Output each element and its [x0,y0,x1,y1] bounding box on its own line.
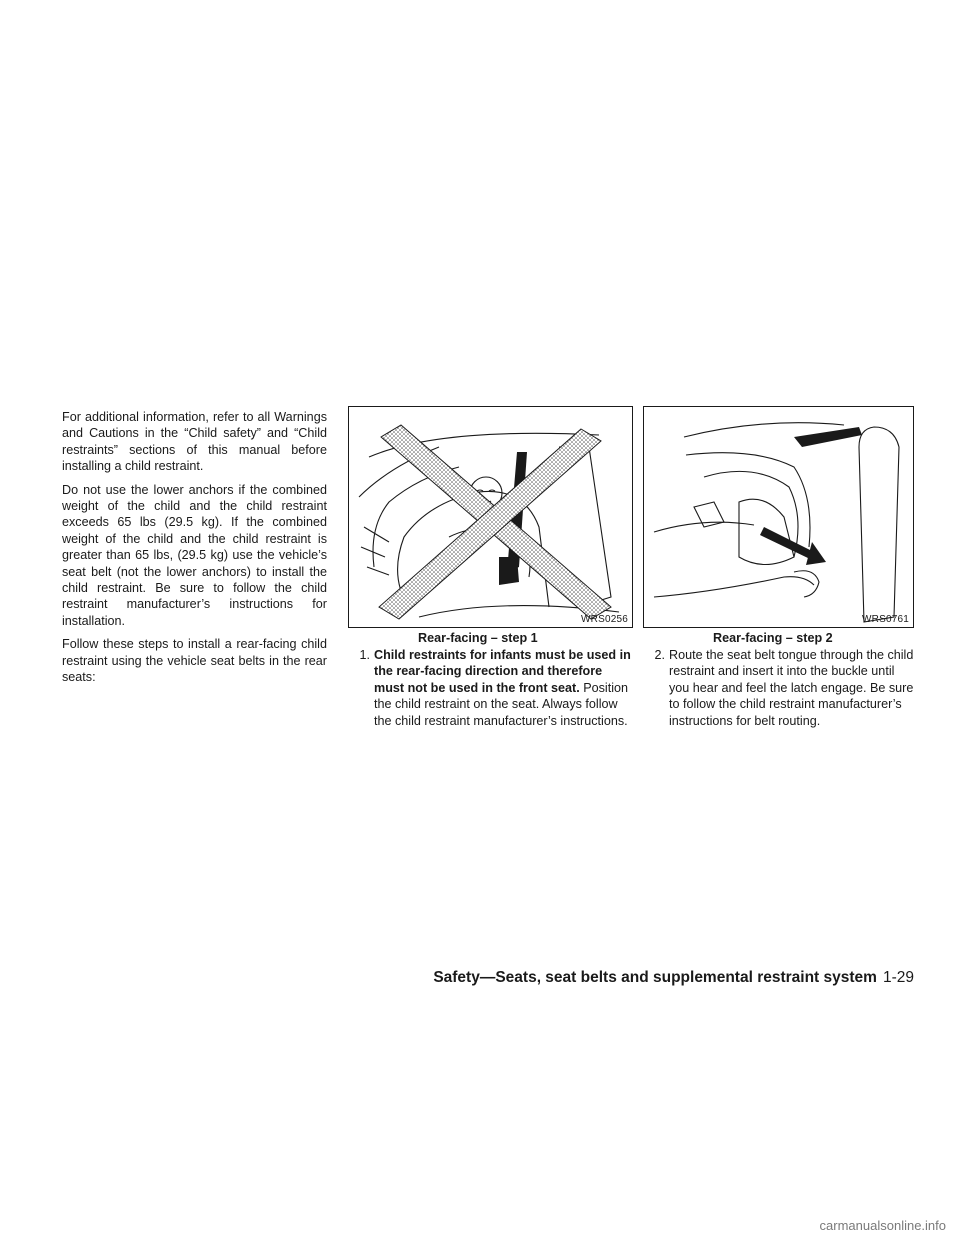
step-1 [348,647,633,729]
figure-caption: Rear-facing – step 2 [713,631,833,645]
intro-paragraph: For additional information, refer to all Warnings and Cautions in the “Child safety” and “Child restraints” sections of this manual before installing a child restraint. [62,410,327,474]
lower-anchor-paragraph: Do not use the lower anchors if the combined weight of the child and the child restraint exceeds 65 lbs (29.5 kg). If the combined weight of the child and the child restraint is greater than 65 lbs, (29.5 kg) use the vehicle’s seat belt (not the lower anchors) to install the child restraint. Be sure to follow the child restraint manufacturer’s instructions for installation. [62,482,327,628]
figure-rear-facing-step-2 [643,406,914,628]
seat-belt-buckle-illustration [644,407,914,628]
figure-caption: Rear-facing – step 1 [418,631,538,645]
steps-intro-paragraph: Follow these steps to install a rear-facing child restraint using the vehicle seat belts in the rear seats: [62,637,327,685]
step-number: 2. [654,648,665,662]
step-warning-text: Child restraints for infants must be used in the rear-facing direction and therefore must not be used in the front seat. [374,648,631,695]
page-number: 1-29 [882,969,914,986]
figure-code: WRS0761 [862,614,909,625]
right-column [643,406,914,729]
step-number: 1. [359,648,370,662]
left-column [62,409,327,693]
figure-rear-facing-step-1 [348,406,633,628]
figure-code: WRS0256 [581,614,628,625]
step-text: Route the seat belt tongue through the child restraint and insert it into the buckle until you hear and feel the latch engage. Be sure to follow the child restraint manufacturer’s instructions for belt routing. [669,648,914,728]
child-seat-crossed-out-illustration [349,407,633,628]
page-footer [0,969,914,987]
section-title: Safety—Seats, seat belts and supplemental restraint system [433,969,877,986]
middle-column [348,406,633,729]
step-2 [643,647,914,729]
step-text [374,647,633,729]
step-instruction-text: Position the child restraint on the seat. Always follow the child restraint manufacturer’s instructions. [374,680,629,728]
watermark: carmanualsonline.info [819,1218,946,1233]
